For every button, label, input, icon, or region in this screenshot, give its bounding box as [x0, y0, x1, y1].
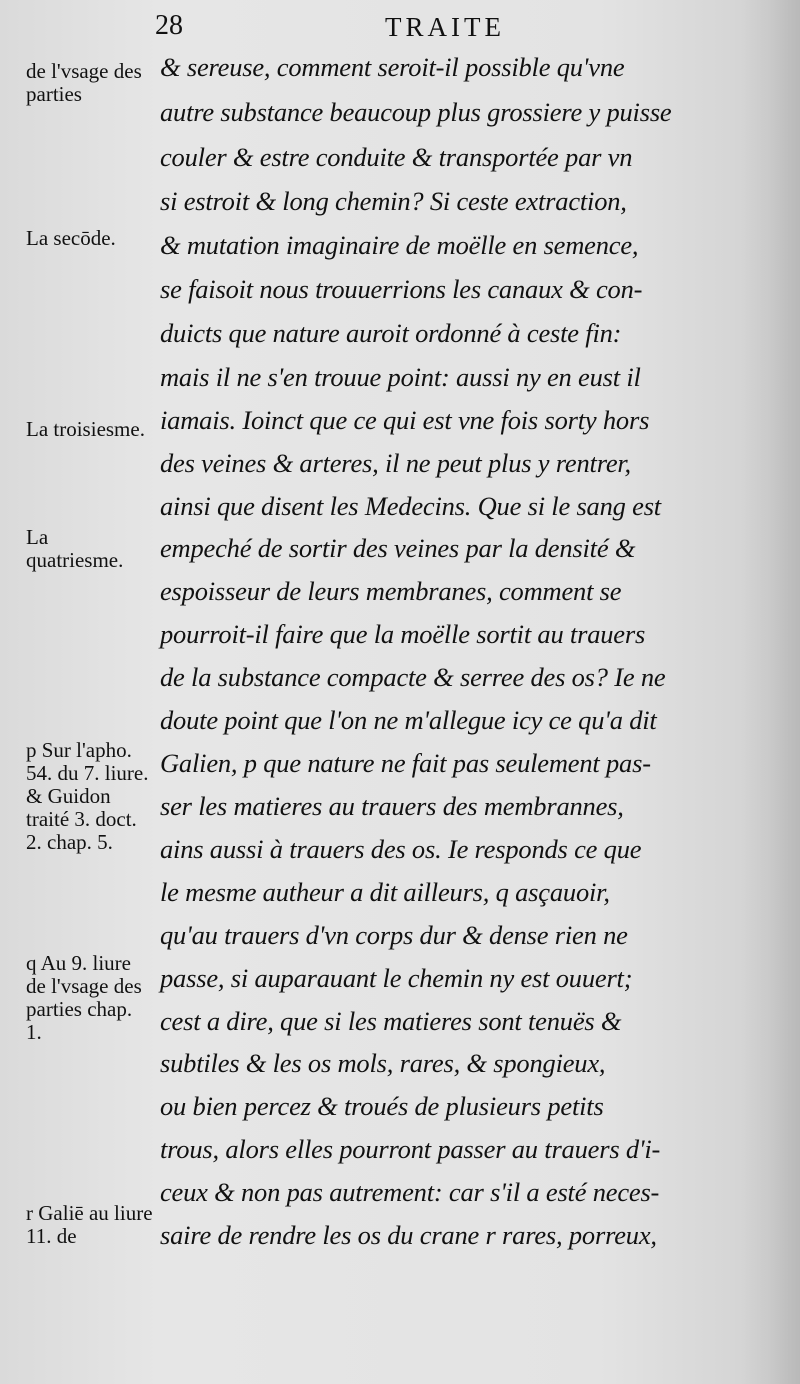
- body-line: empeché de sortir des veines par la densité &: [160, 533, 636, 563]
- body-line: pourroit-il faire que la moëlle sortit au trauers: [160, 619, 646, 649]
- margin-note: p Sur l'apho. 54. du 7. liure. & Guidon traité 3. doct. 2. chap. 5.: [26, 738, 149, 854]
- body-line: Galien, p que nature ne fait pas seulement pas-: [160, 748, 651, 778]
- body-line: & mutation imaginaire de moëlle en semence,: [160, 230, 639, 260]
- body-line: autre substance beaucoup plus grossiere y puisse: [160, 97, 672, 127]
- body-line: saire de rendre les os du crane r rares, porreux,: [160, 1220, 657, 1250]
- margin-note: La troisiesme.: [26, 417, 145, 441]
- running-title: TRAITE: [385, 12, 505, 42]
- body-line: couler & estre conduite & transportée par vn: [160, 142, 633, 172]
- body-line: duicts que nature auroit ordonné à ceste fin:: [160, 318, 622, 348]
- body-line: cest a dire, que si les matieres sont tenuës &: [160, 1006, 622, 1036]
- body-line: trous, alors elles pourront passer au trauers d'i-: [160, 1134, 661, 1164]
- body-line: espoisseur de leurs membranes, comment se: [160, 576, 622, 606]
- body-line: ainsi que disent les Medecins. Que si le sang est: [160, 491, 661, 521]
- body-line: ains aussi à trauers des os. Ie responds ce que: [160, 834, 642, 864]
- page-number: 28: [155, 10, 183, 41]
- margin-note: de l'vsage des parties: [26, 59, 142, 106]
- body-line: le mesme autheur a dit ailleurs, q asçauoir,: [160, 877, 610, 907]
- body-line: passe, si auparauant le chemin ny est ouuert;: [160, 963, 633, 993]
- body-line: ou bien percez & troués de plusieurs petits: [160, 1091, 604, 1121]
- body-line: des veines & arteres, il ne peut plus y rentrer,: [160, 448, 631, 478]
- body-line: iamais. Ioinct que ce qui est vne fois sorty hors: [160, 405, 650, 435]
- body-line: subtiles & les os mols, rares, & spongieux,: [160, 1048, 606, 1078]
- margin-note: La quatriesme.: [26, 525, 124, 572]
- body-line: ser les matieres au trauers des membrannes,: [160, 791, 624, 821]
- margin-note: La secōde.: [26, 226, 116, 250]
- body-line: & sereuse, comment seroit-il possible qu'vne: [160, 52, 625, 82]
- margin-note: q Au 9. liure de l'vsage des parties chap. 1.: [26, 951, 142, 1044]
- body-line: mais il ne s'en trouue point: aussi ny en eust il: [160, 362, 641, 392]
- body-line: de la substance compacte & serree des os? Ie ne: [160, 662, 666, 692]
- margin-note: r Galiē au liure 11. de: [26, 1201, 153, 1248]
- body-line: se faisoit nous trouuerrions les canaux & con-: [160, 274, 643, 304]
- page-header: [0, 10, 800, 50]
- body-line: doute point que l'on ne m'allegue icy ce qu'a dit: [160, 705, 657, 735]
- body-line: qu'au trauers d'vn corps dur & dense rien ne: [160, 920, 628, 950]
- body-line: ceux & non pas autrement: car s'il a esté neces-: [160, 1177, 660, 1207]
- body-line: si estroit & long chemin? Si ceste extraction,: [160, 186, 627, 216]
